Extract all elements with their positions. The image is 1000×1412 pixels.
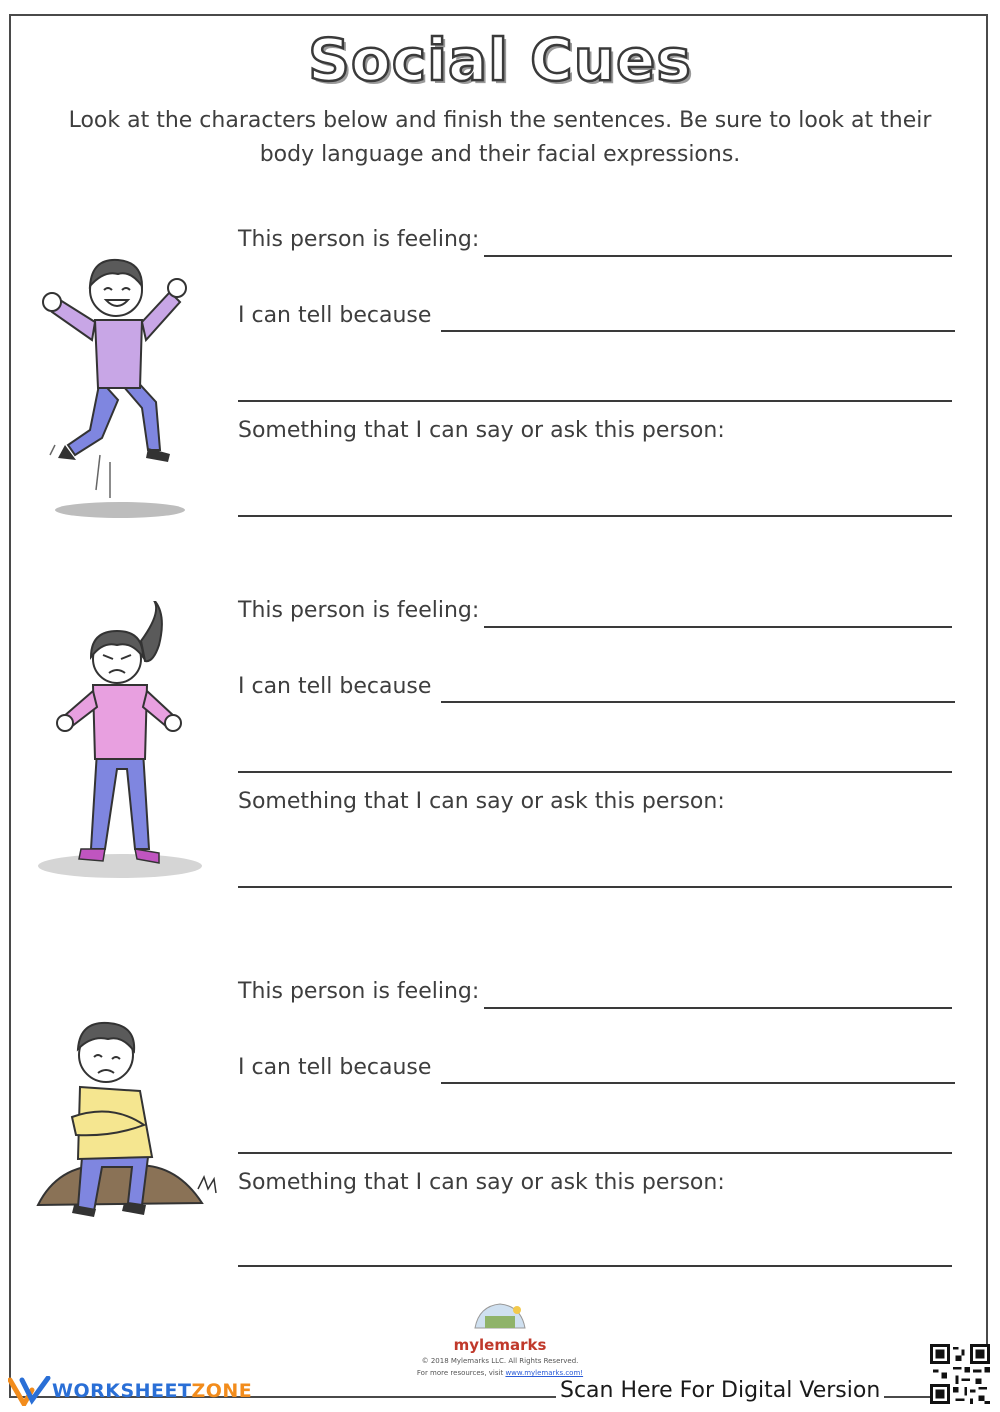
because-answer-line-2[interactable]	[238, 400, 952, 402]
resources-prefix: For more resources, visit	[416, 1369, 504, 1377]
mylemarks-logo	[440, 1300, 560, 1354]
because-answer-line[interactable]	[441, 330, 955, 332]
because-answer-line-2[interactable]	[238, 1152, 952, 1154]
instructions: Look at the characters below and finish the sentences. Be sure to look at their body language and their facial expressions.	[68, 108, 932, 167]
sad-sitting-boy-icon	[32, 1007, 227, 1237]
feeling-answer-line[interactable]	[484, 255, 952, 257]
say-answer-line[interactable]	[238, 886, 952, 888]
resources-text	[380, 1369, 620, 1377]
qr-code-icon[interactable]	[930, 1344, 990, 1404]
page-title: Social Cues	[308, 26, 692, 94]
angry-girl-icon	[35, 601, 215, 886]
mylemarks-logo-text: mylemarks	[453, 1336, 547, 1354]
say-answer-line[interactable]	[238, 515, 952, 517]
copyright-text: © 2018 Mylemarks LLC. All Rights Reserved.	[421, 1357, 579, 1365]
feeling-label: This person is feeling:	[238, 598, 480, 623]
because-answer-line-2[interactable]	[238, 771, 952, 773]
jumping-happy-boy-icon	[30, 240, 210, 520]
brand-part-1: WORKSHEET	[52, 1380, 192, 1402]
because-answer-line[interactable]	[441, 1082, 955, 1084]
feeling-answer-line[interactable]	[484, 626, 952, 628]
worksheetzone-brand[interactable]	[8, 1374, 252, 1408]
brand-part-2: ZONE	[191, 1380, 253, 1402]
say-answer-line[interactable]	[238, 1265, 952, 1267]
feeling-answer-line[interactable]	[484, 1007, 952, 1009]
because-label: I can tell because	[238, 303, 432, 328]
scan-text: Scan Here For Digital Version	[556, 1378, 884, 1403]
because-answer-line[interactable]	[441, 701, 955, 703]
mylemarks-logo-icon	[465, 1300, 535, 1330]
feeling-label: This person is feeling:	[238, 227, 480, 252]
because-label: I can tell because	[238, 674, 432, 699]
because-label: I can tell because	[238, 1055, 432, 1080]
question-section-3	[0, 977, 1000, 1277]
resources-link[interactable]: www.mylemarks.com!	[505, 1369, 584, 1377]
worksheetzone-v-icon	[8, 1376, 52, 1406]
say-label: Something that I can say or ask this person:	[238, 418, 725, 443]
question-section-2	[0, 596, 1000, 896]
worksheetzone-text	[52, 1380, 252, 1402]
say-label: Something that I can say or ask this person:	[238, 1170, 725, 1195]
feeling-label: This person is feeling:	[238, 979, 480, 1004]
say-label: Something that I can say or ask this person:	[238, 789, 725, 814]
question-section-1	[0, 225, 1000, 525]
